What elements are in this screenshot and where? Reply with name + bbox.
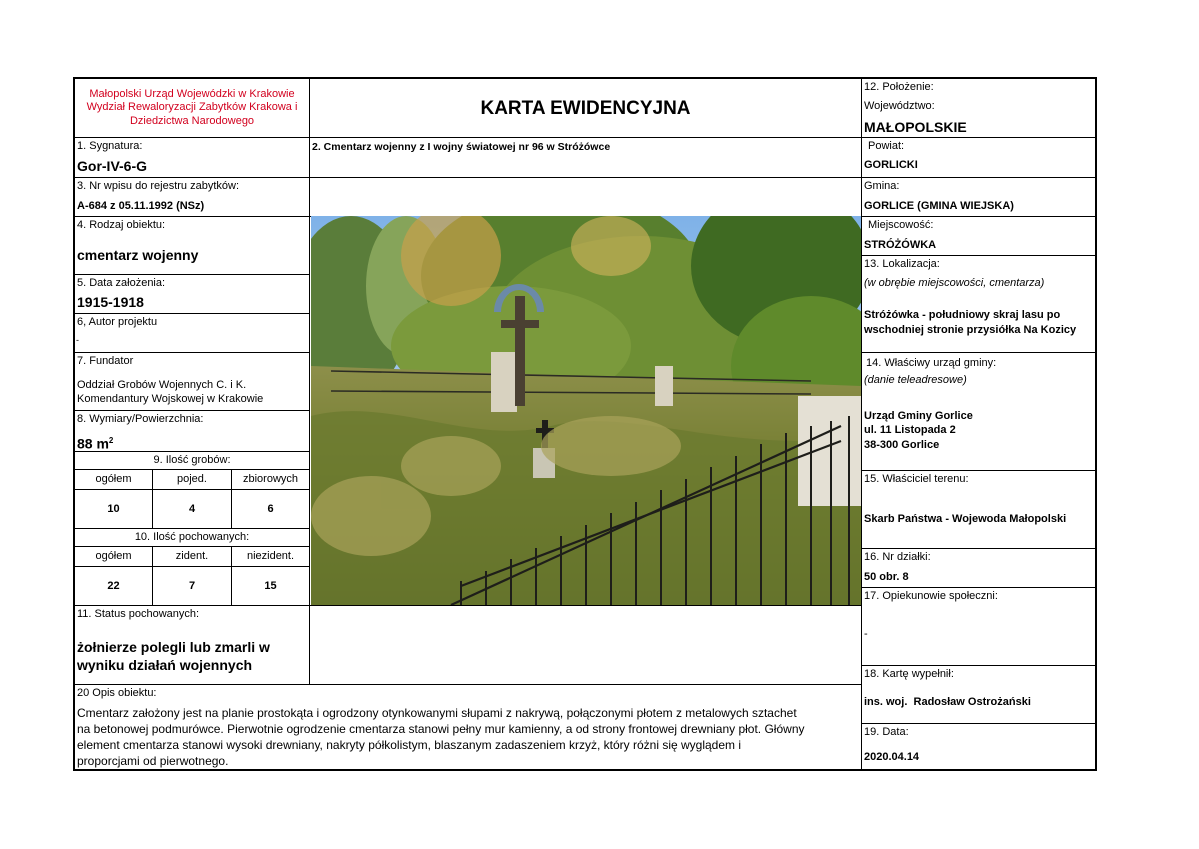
opiekunowie-cell xyxy=(862,587,1097,665)
pochowani-col2-value xyxy=(153,566,232,605)
fundator-cell xyxy=(75,352,309,410)
groby-header-ogolem: ogółem xyxy=(95,473,132,485)
pochowani-header-ogolem: ogółem xyxy=(95,550,132,562)
urzad-hint: (danie teleadresowe) xyxy=(864,374,967,386)
lokalizacja-line1: Stróżówka - południowy skraj lasu po xyxy=(864,309,1061,321)
groby-col1-header xyxy=(75,469,153,489)
wymiary-label: 8. Wymiary/Powierzchnia: xyxy=(77,413,204,425)
wypelnil-label: 18. Kartę wypełnił: xyxy=(864,668,954,680)
urzad-line2: ul. 11 Listopada 2 xyxy=(864,424,956,436)
institution-line2: Wydział Rewaloryzacji Zabytków Krakowa i xyxy=(86,101,298,113)
pochowani-value-ogolem: 22 xyxy=(107,580,120,592)
groby-header-pojed: pojed. xyxy=(177,473,207,485)
wypelnil-cell xyxy=(862,665,1097,723)
powiat-value: GORLICKI xyxy=(864,159,918,171)
cemetery-photo xyxy=(311,216,861,605)
lokalizacja-cell xyxy=(862,255,1097,352)
opis-label: 20 Opis obiektu: xyxy=(77,687,157,699)
sygnatura-value: Gor-IV-6-G xyxy=(77,158,148,174)
opis-cell xyxy=(75,684,861,771)
fundator-line2: Komendantury Wojskowej w Krakowie xyxy=(77,393,264,405)
name-cell xyxy=(310,137,861,177)
cemetery-photo-image xyxy=(311,216,861,605)
urzad-line3: 38-300 Gorlice xyxy=(864,439,940,451)
institution-line3: Dziedzictwa Narodowego xyxy=(129,115,255,127)
data-zalozenia-value: 1915-1918 xyxy=(77,294,144,310)
opis-line4: proporcjami od pierwotnego. xyxy=(77,754,229,768)
lokalizacja-hint: (w obrębie miejscowości, cmentarza) xyxy=(864,277,1045,289)
data-zalozenia-cell xyxy=(75,274,309,313)
groby-col2-value xyxy=(153,489,232,528)
urzad-line1: Urząd Gminy Gorlice xyxy=(864,410,973,422)
pochowani-value-niezident: 15 xyxy=(264,580,277,592)
pochowani-label: 10. Ilość pochowanych: xyxy=(134,531,250,543)
empty-cell-below-photo xyxy=(310,605,861,684)
opiekunowie-value: - xyxy=(864,628,868,640)
opis-line3: element cmentarza stanowi wysoki drewniany, nakryty półkolistym, blaszanym zadaszeniem krzyż, który różni się wyglądem i xyxy=(77,738,742,752)
page-title: KARTA EWIDENCYJNA xyxy=(480,98,691,119)
lokalizacja-label: 13. Lokalizacja: xyxy=(864,258,940,270)
powiat-label: Powiat: xyxy=(868,140,905,152)
autor-value: - xyxy=(76,335,79,345)
title-cell xyxy=(310,79,861,137)
record-card xyxy=(73,77,1097,771)
urzad-label: 14. Właściwy urząd gminy: xyxy=(866,357,997,369)
opis-line2: na betonowej podmurówce. Pierwotnie ogrodzenie cmentarza stanowi pełny mur kamienny, a od strony frontowej drewniany płot. Główny xyxy=(77,722,805,736)
nr-dzialki-label: 16. Nr działki: xyxy=(864,551,931,563)
miejscowosc-label: Miejscowość: xyxy=(868,219,934,231)
data-label: 19. Data: xyxy=(864,726,909,738)
sygnatura-label: 1. Sygnatura: xyxy=(77,140,143,152)
fundator-line1: Oddział Grobów Wojennych C. i K. xyxy=(77,379,247,391)
wypelnil-value: ins. woj. Radosław Ostrożański xyxy=(864,696,1031,708)
pochowani-value-zident: 7 xyxy=(188,580,196,592)
nr-wpisu-label: 3. Nr wpisu do rejestru zabytków: xyxy=(77,180,240,192)
opis-line1: Cmentarz założony jest na planie prostokąta i ogrodzony otynkowanymi słupami z nakrywą, połączonymi płotem z metalowych sztachet xyxy=(77,706,797,720)
status-cell xyxy=(75,605,309,684)
pochowani-col3-value xyxy=(232,566,309,605)
wlasciciel-cell xyxy=(862,470,1097,548)
groby-value-ogolem: 10 xyxy=(107,503,120,515)
autor-cell xyxy=(75,313,309,352)
pochowani-col2-header xyxy=(153,546,232,566)
rodzaj-label: 4. Rodzaj obiektu: xyxy=(77,219,166,231)
groby-col2-header xyxy=(153,469,232,489)
autor-label: 6, Autor projektu xyxy=(77,316,158,328)
institution-header xyxy=(75,79,309,137)
status-label: 11. Status pochowanych: xyxy=(77,608,200,620)
wymiary-number: 88 m xyxy=(77,435,109,452)
wlasciciel-value: Skarb Państwa - Wojewoda Małopolski xyxy=(864,513,1067,525)
lokalizacja-line2: wschodniej stronie przysiółka Na Kozicy xyxy=(864,324,1077,336)
urzad-cell xyxy=(862,352,1097,470)
wymiary-unit-sup: 2 xyxy=(108,436,114,445)
wymiary-cell xyxy=(75,410,309,451)
wojewodztwo-value: MAŁOPOLSKIE xyxy=(864,119,967,135)
gmina-label: Gmina: xyxy=(864,180,900,192)
spacer-cell xyxy=(310,177,861,216)
pochowani-col3-header xyxy=(232,546,309,566)
wymiary-value xyxy=(77,432,113,453)
pochowani-header-niezident: niezident. xyxy=(246,550,295,562)
opiekunowie-label: 17. Opiekunowie społeczni: xyxy=(864,590,998,602)
fundator-label: 7. Fundator xyxy=(77,355,134,367)
powiat-cell xyxy=(862,137,1097,177)
institution-line1: Małopolski Urząd Wojewódzki w Krakowie xyxy=(89,88,295,100)
pochowani-header-cell xyxy=(75,528,309,546)
miejscowosc-cell xyxy=(862,216,1097,255)
data-zalozenia-label: 5. Data założenia: xyxy=(77,277,166,289)
gmina-value: GORLICE (GMINA WIEJSKA) xyxy=(864,200,1014,212)
groby-header-cell xyxy=(75,451,309,469)
groby-header-zbiorowych: zbiorowych xyxy=(242,473,299,485)
pochowani-header-zident: zident. xyxy=(175,550,209,562)
cemetery-name: 2. Cmentarz wojenny z I wojny światowej nr 96 w Stróżówce xyxy=(312,141,611,153)
nr-wpisu-value: A-684 z 05.11.1992 (NSz) xyxy=(77,200,205,212)
groby-label: 9. Ilość grobów: xyxy=(153,454,231,466)
groby-col3-header xyxy=(232,469,309,489)
gmina-cell xyxy=(862,177,1097,216)
status-line1: żołnierze polegli lub zmarli w xyxy=(77,639,270,655)
miejscowosc-value: STRÓŻÓWKA xyxy=(864,239,937,251)
status-line2: wyniku działań wojennych xyxy=(77,657,253,673)
data-cell xyxy=(862,723,1097,771)
groby-value-zbiorowych: 6 xyxy=(267,503,274,515)
data-value: 2020.04.14 xyxy=(864,751,920,763)
pochowani-col1-value xyxy=(75,566,153,605)
nr-dzialki-cell xyxy=(862,548,1097,587)
wojewodztwo-label: Województwo: xyxy=(864,100,935,112)
rodzaj-cell xyxy=(75,216,309,274)
sygnatura-cell xyxy=(75,137,309,177)
rodzaj-value: cmentarz wojenny xyxy=(77,247,199,263)
nr-wpisu-cell xyxy=(75,177,309,216)
wlasciciel-label: 15. Właściciel terenu: xyxy=(864,473,969,485)
nr-dzialki-value: 50 obr. 8 xyxy=(864,571,909,583)
groby-col1-value xyxy=(75,489,153,528)
polozenie-label: 12. Położenie: xyxy=(864,81,934,93)
groby-col3-value xyxy=(232,489,309,528)
pochowani-col1-header xyxy=(75,546,153,566)
groby-value-pojed: 4 xyxy=(188,503,196,515)
